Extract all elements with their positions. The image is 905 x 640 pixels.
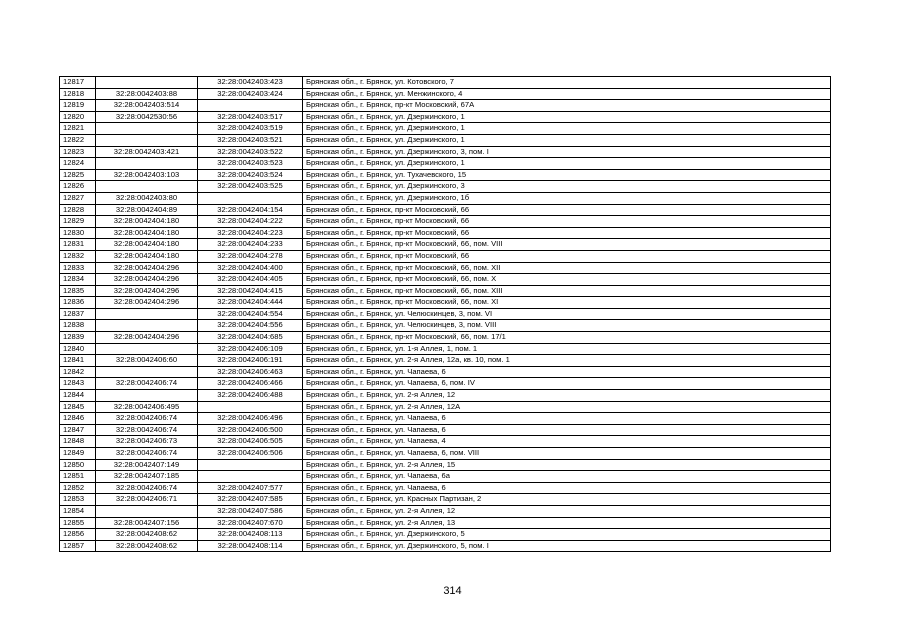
address-cell: Брянская обл., г. Брянск, ул. Красных Партизан, 2 [303, 494, 831, 506]
parcel-cadastral-number-cell [96, 343, 198, 355]
parcel-cadastral-number-cell: 32:28:0042404:180 [96, 239, 198, 251]
table-row [60, 274, 831, 286]
parcel-cadastral-number-cell: 32:28:0042404:180 [96, 227, 198, 239]
parcel-cadastral-number-cell: 32:28:0042406:71 [96, 494, 198, 506]
object-cadastral-number-cell: 32:28:0042403:519 [198, 123, 303, 135]
address-cell: Брянская обл., г. Брянск, ул. Дзержинского, 1 [303, 134, 831, 146]
row-number-cell: 12841 [60, 355, 96, 367]
object-cadastral-number-cell: 32:28:0042408:114 [198, 540, 303, 552]
object-cadastral-number-cell: 32:28:0042404:554 [198, 308, 303, 320]
parcel-cadastral-number-cell: 32:28:0042404:296 [96, 297, 198, 309]
parcel-cadastral-number-cell: 32:28:0042530:56 [96, 111, 198, 123]
address-cell: Брянская обл., г. Брянск, ул. Котовского, 7 [303, 77, 831, 89]
parcel-cadastral-number-cell: 32:28:0042403:80 [96, 192, 198, 204]
address-cell: Брянская обл., г. Брянск, ул. Дзержинского, 3 [303, 181, 831, 193]
address-cell: Брянская обл., г. Брянск, ул. 2-я Аллея, 15 [303, 459, 831, 471]
parcel-cadastral-number-cell [96, 390, 198, 402]
object-cadastral-number-cell: 32:28:0042408:113 [198, 529, 303, 541]
address-cell: Брянская обл., г. Брянск, ул. 1-я Аллея, 1, пом. 1 [303, 343, 831, 355]
address-cell: Брянская обл., г. Брянск, ул. Челюскинцев, 3, пом. VI [303, 308, 831, 320]
table-row [60, 216, 831, 228]
table-row [60, 308, 831, 320]
row-number-cell: 12829 [60, 216, 96, 228]
address-cell: Брянская обл., г. Брянск, ул. Чапаева, 6 [303, 482, 831, 494]
parcel-cadastral-number-cell [96, 366, 198, 378]
address-cell: Брянская обл., г. Брянск, пр-кт Московский, 66, пом. 17/1 [303, 332, 831, 344]
table-row [60, 134, 831, 146]
row-number-cell: 12853 [60, 494, 96, 506]
row-number-cell: 12844 [60, 390, 96, 402]
table-row [60, 227, 831, 239]
address-cell: Брянская обл., г. Брянск, ул. Тухачевского, 15 [303, 169, 831, 181]
table-row [60, 494, 831, 506]
address-cell: Брянская обл., г. Брянск, пр-кт Московский, 66 [303, 216, 831, 228]
object-cadastral-number-cell: 32:28:0042407:585 [198, 494, 303, 506]
object-cadastral-number-cell: 32:28:0042404:685 [198, 332, 303, 344]
parcel-cadastral-number-cell: 32:28:0042406:60 [96, 355, 198, 367]
row-number-cell: 12851 [60, 471, 96, 483]
object-cadastral-number-cell: 32:28:0042406:496 [198, 413, 303, 425]
object-cadastral-number-cell: 32:28:0042404:556 [198, 320, 303, 332]
parcel-cadastral-number-cell: 32:28:0042406:74 [96, 448, 198, 460]
address-cell: Брянская обл., г. Брянск, пр-кт Московский, 66, пом. XI [303, 297, 831, 309]
address-cell: Брянская обл., г. Брянск, пр-кт Московский, 66 [303, 250, 831, 262]
parcel-cadastral-number-cell: 32:28:0042406:73 [96, 436, 198, 448]
table-row [60, 413, 831, 425]
table-row [60, 378, 831, 390]
object-cadastral-number-cell: 32:28:0042403:423 [198, 77, 303, 89]
table-row [60, 471, 831, 483]
object-cadastral-number-cell: 32:28:0042406:505 [198, 436, 303, 448]
table-row [60, 540, 831, 552]
table-row [60, 100, 831, 112]
object-cadastral-number-cell: 32:28:0042406:463 [198, 366, 303, 378]
parcel-cadastral-number-cell: 32:28:0042404:180 [96, 250, 198, 262]
parcel-cadastral-number-cell [96, 505, 198, 517]
address-cell: Брянская обл., г. Брянск, ул. Дзержинского, 3, пом. I [303, 146, 831, 158]
row-number-cell: 12855 [60, 517, 96, 529]
table-row [60, 320, 831, 332]
row-number-cell: 12823 [60, 146, 96, 158]
object-cadastral-number-cell: 32:28:0042403:424 [198, 88, 303, 100]
registry-table-body [60, 77, 831, 552]
object-cadastral-number-cell: 32:28:0042406:488 [198, 390, 303, 402]
parcel-cadastral-number-cell: 32:28:0042404:296 [96, 262, 198, 274]
table-row [60, 146, 831, 158]
object-cadastral-number-cell: 32:28:0042406:466 [198, 378, 303, 390]
table-row [60, 436, 831, 448]
object-cadastral-number-cell [198, 471, 303, 483]
object-cadastral-number-cell: 32:28:0042403:523 [198, 158, 303, 170]
parcel-cadastral-number-cell [96, 158, 198, 170]
table-row [60, 517, 831, 529]
row-number-cell: 12838 [60, 320, 96, 332]
row-number-cell: 12821 [60, 123, 96, 135]
address-cell: Брянская обл., г. Брянск, ул. Челюскинцев, 3, пом. VIII [303, 320, 831, 332]
table-row [60, 204, 831, 216]
address-cell: Брянская обл., г. Брянск, ул. Чапаева, 4 [303, 436, 831, 448]
row-number-cell: 12850 [60, 459, 96, 471]
address-cell: Брянская обл., г. Брянск, ул. Чапаева, 6а [303, 471, 831, 483]
parcel-cadastral-number-cell: 32:28:0042403:88 [96, 88, 198, 100]
object-cadastral-number-cell: 32:28:0042403:521 [198, 134, 303, 146]
table-row [60, 262, 831, 274]
table-row [60, 505, 831, 517]
row-number-cell: 12856 [60, 529, 96, 541]
object-cadastral-number-cell: 32:28:0042404:400 [198, 262, 303, 274]
object-cadastral-number-cell: 32:28:0042403:522 [198, 146, 303, 158]
parcel-cadastral-number-cell: 32:28:0042404:296 [96, 274, 198, 286]
address-cell: Брянская обл., г. Брянск, ул. 2-я Аллея, 12а, кв. 10, пом. 1 [303, 355, 831, 367]
parcel-cadastral-number-cell: 32:28:0042403:421 [96, 146, 198, 158]
table-row [60, 297, 831, 309]
row-number-cell: 12843 [60, 378, 96, 390]
address-cell: Брянская обл., г. Брянск, ул. Чапаева, 6, пом. VIII [303, 448, 831, 460]
parcel-cadastral-number-cell: 32:28:0042406:74 [96, 482, 198, 494]
table-row [60, 77, 831, 89]
table-row [60, 158, 831, 170]
parcel-cadastral-number-cell: 32:28:0042406:74 [96, 378, 198, 390]
address-cell: Брянская обл., г. Брянск, пр-кт Московский, 66, пом. XIII [303, 285, 831, 297]
table-row [60, 424, 831, 436]
row-number-cell: 12819 [60, 100, 96, 112]
address-cell: Брянская обл., г. Брянск, пр-кт Московский, 66 [303, 204, 831, 216]
row-number-cell: 12845 [60, 401, 96, 413]
table-row [60, 401, 831, 413]
table-row [60, 285, 831, 297]
row-number-cell: 12822 [60, 134, 96, 146]
object-cadastral-number-cell: 32:28:0042404:154 [198, 204, 303, 216]
address-cell: Брянская обл., г. Брянск, ул. Менжинского, 4 [303, 88, 831, 100]
object-cadastral-number-cell: 32:28:0042404:415 [198, 285, 303, 297]
address-cell: Брянская обл., г. Брянск, ул. 2-я Аллея, 12 [303, 505, 831, 517]
parcel-cadastral-number-cell: 32:28:0042407:149 [96, 459, 198, 471]
table-row [60, 355, 831, 367]
row-number-cell: 12854 [60, 505, 96, 517]
row-number-cell: 12818 [60, 88, 96, 100]
row-number-cell: 12833 [60, 262, 96, 274]
object-cadastral-number-cell: 32:28:0042406:500 [198, 424, 303, 436]
address-cell: Брянская обл., г. Брянск, ул. 2-я Аллея, 12А [303, 401, 831, 413]
row-number-cell: 12828 [60, 204, 96, 216]
row-number-cell: 12817 [60, 77, 96, 89]
parcel-cadastral-number-cell [96, 123, 198, 135]
parcel-cadastral-number-cell: 32:28:0042408:62 [96, 529, 198, 541]
table-row [60, 169, 831, 181]
object-cadastral-number-cell [198, 100, 303, 112]
table-row [60, 123, 831, 135]
object-cadastral-number-cell: 32:28:0042403:517 [198, 111, 303, 123]
table-row [60, 181, 831, 193]
table-row [60, 192, 831, 204]
row-number-cell: 12849 [60, 448, 96, 460]
address-cell: Брянская обл., г. Брянск, пр-кт Московский, 66, пом. X [303, 274, 831, 286]
object-cadastral-number-cell: 32:28:0042404:278 [198, 250, 303, 262]
parcel-cadastral-number-cell [96, 308, 198, 320]
parcel-cadastral-number-cell: 32:28:0042407:156 [96, 517, 198, 529]
object-cadastral-number-cell: 32:28:0042404:233 [198, 239, 303, 251]
table-row [60, 332, 831, 344]
address-cell: Брянская обл., г. Брянск, ул. Дзержинского, 5, пом. I [303, 540, 831, 552]
address-cell: Брянская обл., г. Брянск, ул. Дзержинского, 1 [303, 158, 831, 170]
object-cadastral-number-cell [198, 401, 303, 413]
table-row [60, 250, 831, 262]
address-cell: Брянская обл., г. Брянск, ул. Дзержинского, 5 [303, 529, 831, 541]
table-row [60, 366, 831, 378]
table-row [60, 343, 831, 355]
address-cell: Брянская обл., г. Брянск, ул. 2-я Аллея, 13 [303, 517, 831, 529]
table-row [60, 459, 831, 471]
row-number-cell: 12825 [60, 169, 96, 181]
address-cell: Брянская обл., г. Брянск, ул. Чапаева, 6 [303, 366, 831, 378]
parcel-cadastral-number-cell [96, 77, 198, 89]
row-number-cell: 12831 [60, 239, 96, 251]
table-row [60, 529, 831, 541]
parcel-cadastral-number-cell: 32:28:0042404:296 [96, 332, 198, 344]
parcel-cadastral-number-cell: 32:28:0042403:514 [96, 100, 198, 112]
object-cadastral-number-cell: 32:28:0042407:577 [198, 482, 303, 494]
row-number-cell: 12840 [60, 343, 96, 355]
address-cell: Брянская обл., г. Брянск, ул. Дзержинского, 1 [303, 111, 831, 123]
address-cell: Брянская обл., г. Брянск, пр-кт Московский, 66, пом. VIII [303, 239, 831, 251]
parcel-cadastral-number-cell: 32:28:0042406:495 [96, 401, 198, 413]
row-number-cell: 12832 [60, 250, 96, 262]
row-number-cell: 12826 [60, 181, 96, 193]
object-cadastral-number-cell: 32:28:0042404:444 [198, 297, 303, 309]
address-cell: Брянская обл., г. Брянск, пр-кт Московский, 67А [303, 100, 831, 112]
row-number-cell: 12846 [60, 413, 96, 425]
address-cell: Брянская обл., г. Брянск, ул. 2-я Аллея, 12 [303, 390, 831, 402]
parcel-cadastral-number-cell: 32:28:0042404:296 [96, 285, 198, 297]
address-cell: Брянская обл., г. Брянск, ул. Чапаева, 6, пом. IV [303, 378, 831, 390]
address-cell: Брянская обл., г. Брянск, пр-кт Московский, 66, пом. XII [303, 262, 831, 274]
row-number-cell: 12827 [60, 192, 96, 204]
address-cell: Брянская обл., г. Брянск, ул. Дзержинского, 1 [303, 123, 831, 135]
table-row [60, 482, 831, 494]
object-cadastral-number-cell: 32:28:0042403:524 [198, 169, 303, 181]
row-number-cell: 12830 [60, 227, 96, 239]
row-number-cell: 12835 [60, 285, 96, 297]
address-cell: Брянская обл., г. Брянск, пр-кт Московский, 66 [303, 227, 831, 239]
row-number-cell: 12837 [60, 308, 96, 320]
parcel-cadastral-number-cell: 32:28:0042406:74 [96, 413, 198, 425]
row-number-cell: 12824 [60, 158, 96, 170]
address-cell: Брянская обл., г. Брянск, ул. Чапаева, 6 [303, 413, 831, 425]
row-number-cell: 12848 [60, 436, 96, 448]
object-cadastral-number-cell: 32:28:0042406:506 [198, 448, 303, 460]
row-number-cell: 12836 [60, 297, 96, 309]
table-row [60, 448, 831, 460]
object-cadastral-number-cell [198, 459, 303, 471]
object-cadastral-number-cell: 32:28:0042404:405 [198, 274, 303, 286]
parcel-cadastral-number-cell: 32:28:0042403:103 [96, 169, 198, 181]
table-row [60, 88, 831, 100]
address-cell: Брянская обл., г. Брянск, ул. Чапаева, 6 [303, 424, 831, 436]
registry-table [59, 76, 831, 552]
object-cadastral-number-cell: 32:28:0042404:223 [198, 227, 303, 239]
row-number-cell: 12820 [60, 111, 96, 123]
object-cadastral-number-cell: 32:28:0042403:525 [198, 181, 303, 193]
table-row [60, 111, 831, 123]
parcel-cadastral-number-cell: 32:28:0042408:62 [96, 540, 198, 552]
object-cadastral-number-cell: 32:28:0042407:586 [198, 505, 303, 517]
row-number-cell: 12839 [60, 332, 96, 344]
table-row [60, 239, 831, 251]
page-number: 314 [443, 585, 462, 597]
object-cadastral-number-cell: 32:28:0042404:222 [198, 216, 303, 228]
parcel-cadastral-number-cell: 32:28:0042404:89 [96, 204, 198, 216]
parcel-cadastral-number-cell: 32:28:0042404:180 [96, 216, 198, 228]
parcel-cadastral-number-cell [96, 320, 198, 332]
parcel-cadastral-number-cell [96, 181, 198, 193]
object-cadastral-number-cell: 32:28:0042407:670 [198, 517, 303, 529]
parcel-cadastral-number-cell: 32:28:0042406:74 [96, 424, 198, 436]
row-number-cell: 12852 [60, 482, 96, 494]
row-number-cell: 12834 [60, 274, 96, 286]
parcel-cadastral-number-cell: 32:28:0042407:185 [96, 471, 198, 483]
row-number-cell: 12847 [60, 424, 96, 436]
table-row [60, 390, 831, 402]
object-cadastral-number-cell: 32:28:0042406:109 [198, 343, 303, 355]
row-number-cell: 12857 [60, 540, 96, 552]
object-cadastral-number-cell: 32:28:0042406:191 [198, 355, 303, 367]
parcel-cadastral-number-cell [96, 134, 198, 146]
row-number-cell: 12842 [60, 366, 96, 378]
object-cadastral-number-cell [198, 192, 303, 204]
address-cell: Брянская обл., г. Брянск, ул. Дзержинского, 1б [303, 192, 831, 204]
